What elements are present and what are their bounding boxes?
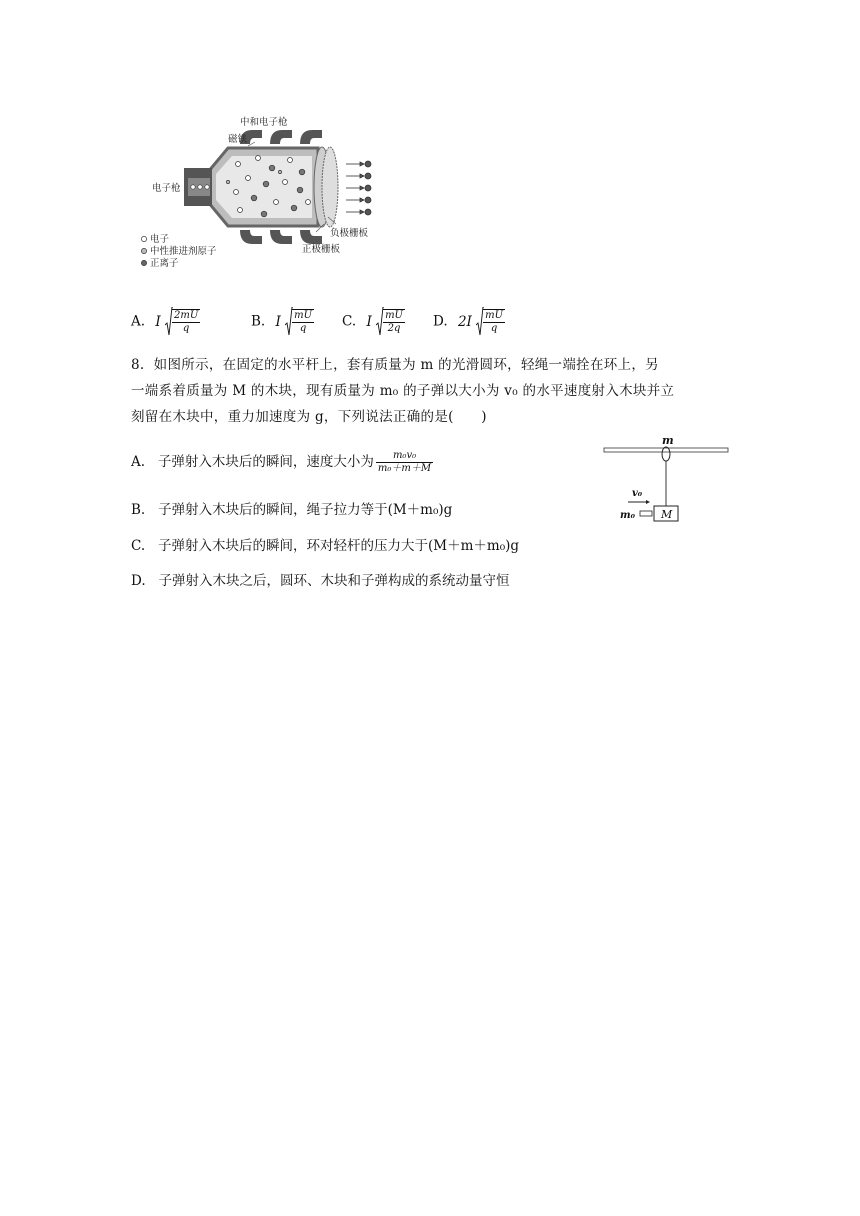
option-letter: C. xyxy=(342,313,357,330)
label-negative-grid: 负极栅板 xyxy=(330,228,369,239)
label-magnet: 磁铁 xyxy=(228,134,248,145)
pendulum-block-figure xyxy=(600,434,734,526)
bullet-mass-label: m₀ xyxy=(620,510,635,521)
option-b-q7 xyxy=(251,307,314,337)
fraction-numerator: mU xyxy=(485,310,504,321)
sqrt-expression xyxy=(285,307,314,337)
option-letter: A. xyxy=(131,454,146,470)
stem-line-1: 8. 如图所示，在固定的水平杆上，套有质量为 m 的光滑圆环，轻绳一端拴在环上，另 xyxy=(131,357,659,373)
bullet xyxy=(640,511,652,516)
ion-beam-arrows xyxy=(346,161,371,215)
coefficient: I xyxy=(366,313,372,330)
label-positive-grid: 正极栅板 xyxy=(302,244,341,255)
option-c-q8 xyxy=(131,534,519,554)
sqrt-expression xyxy=(165,307,200,337)
option-letter: B. xyxy=(131,502,146,518)
option-letter: D. xyxy=(131,573,146,589)
option-letter: B. xyxy=(251,313,266,330)
stem-line-2: 一端系着质量为 M 的木块，现有质量为 m₀ 的子弹以大小为 v₀ 的水平速度射入木块并立 xyxy=(131,383,675,399)
velocity-label: v₀ xyxy=(632,488,643,499)
velocity-fraction: $\frac{\text{m₀v₀}}{\text{m₀＋m＋M}}$ xyxy=(377,450,432,474)
label-electron-gun: 电子枪 xyxy=(152,183,181,194)
positive-grid xyxy=(322,147,338,227)
horizontal-rod xyxy=(604,448,728,452)
coefficient: I xyxy=(155,313,161,330)
legend-positive-ion: 正离子 xyxy=(150,258,179,269)
option-text: 子弹射入木块之后，圆环、木块和子弹构成的系统动量守恒 xyxy=(158,573,510,589)
coefficient: I xyxy=(275,313,281,330)
ring-mass-label: m xyxy=(662,434,674,447)
fraction-denominator: q xyxy=(182,323,190,334)
option-a-q8 xyxy=(131,450,433,475)
fraction-denominator: 2q xyxy=(387,323,401,334)
option-b-q8 xyxy=(131,498,452,518)
block-mass-label: M xyxy=(661,508,673,521)
legend-neutral-atom: 中性推进剂原子 xyxy=(150,246,217,257)
stem-line-3: 刻留在木块中，重力加速度为 g，下列说法正确的是( ) xyxy=(131,409,487,425)
option-letter: C. xyxy=(131,538,146,554)
coefficient: 2I xyxy=(457,313,472,330)
option-letter: A. xyxy=(131,313,146,330)
option-text: 子弹射入木块后的瞬间，速度大小为 xyxy=(157,454,374,470)
sqrt-expression xyxy=(476,307,505,337)
option-text: 子弹射入木块后的瞬间，绳子拉力等于(M＋m₀)g xyxy=(158,502,453,518)
fraction-denominator: q xyxy=(490,323,498,334)
fraction-numerator: mU xyxy=(385,310,403,321)
option-d-q7 xyxy=(433,307,505,337)
option-letter: D. xyxy=(433,313,448,330)
fraction-denominator: q xyxy=(299,323,307,334)
question-8-stem xyxy=(131,352,731,430)
legend-electron: 电子 xyxy=(150,234,170,245)
sqrt-expression xyxy=(376,307,405,337)
option-a-q7 xyxy=(131,307,200,337)
fraction-numerator: 2mU xyxy=(173,310,199,321)
option-d-q8 xyxy=(131,569,510,589)
label-neutral-gun: 中和电子枪 xyxy=(240,117,288,128)
option-text: 子弹射入木块后的瞬间，环对轻杆的压力大于(M＋m＋m₀)g xyxy=(158,538,520,554)
fraction-numerator: mU xyxy=(294,310,313,321)
option-c-q7 xyxy=(342,307,405,337)
ion-thruster-figure xyxy=(140,112,390,272)
figure-legend xyxy=(141,233,217,269)
question-number: 8. xyxy=(131,357,145,373)
